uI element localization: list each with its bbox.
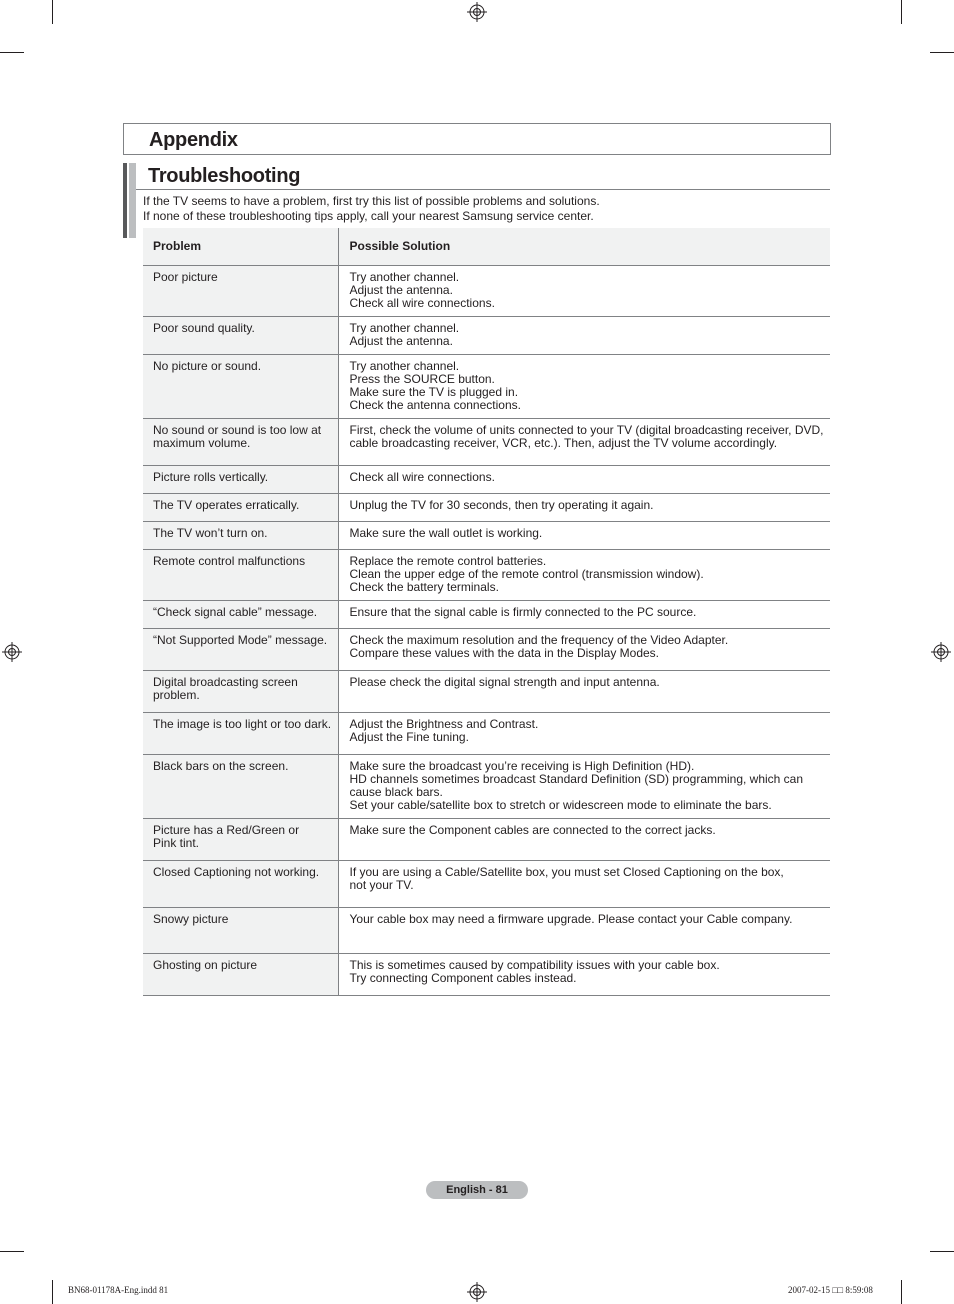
- problem-text: No picture or sound.: [153, 358, 262, 373]
- problem-cell: [143, 712, 338, 754]
- solution-text: Make sure the TV is plugged in.: [349, 384, 519, 399]
- table-row: [143, 907, 830, 953]
- solution-text: Adjust the Brightness and Contrast.: [349, 716, 539, 731]
- crop-mark: [930, 52, 954, 53]
- solution-text: Make sure the Component cables are connected to the correct jacks.: [349, 822, 716, 837]
- problem-cell: [143, 670, 338, 712]
- problem-cell: [143, 600, 338, 628]
- solution-cell: [338, 712, 830, 754]
- problem-text: The image is too light or too dark.: [153, 716, 332, 731]
- table-row: [143, 860, 830, 907]
- crop-mark: [901, 1280, 902, 1304]
- page-title: Troubleshooting: [148, 165, 301, 187]
- table-row: [143, 418, 830, 465]
- troubleshooting-table: [143, 228, 830, 996]
- solution-cell: [338, 628, 830, 670]
- registration-mark-icon: [931, 642, 951, 662]
- solution-cell: [338, 860, 830, 907]
- problem-text: maximum volume.: [153, 435, 251, 450]
- table-row: [143, 953, 830, 995]
- print-slug-date: 2007-02-15 □□ 8:59:08: [788, 1285, 873, 1295]
- problem-text: Pink tint.: [153, 835, 200, 850]
- problem-text: Poor sound quality.: [153, 320, 255, 335]
- solution-text: Check all wire connections.: [349, 295, 495, 310]
- solution-cell: [338, 354, 830, 418]
- problem-cell: [143, 860, 338, 907]
- solution-text: Press the SOURCE button.: [349, 371, 495, 386]
- problem-cell: [143, 754, 338, 818]
- solution-text: cause black bars.: [349, 784, 443, 799]
- table-row: [143, 670, 830, 712]
- problem-cell: [143, 818, 338, 860]
- problem-text: Poor picture: [153, 269, 218, 284]
- solution-text: Set your cable/satellite box to stretch or widescreen mode to eliminate the bars.: [349, 797, 772, 812]
- problem-text: No sound or sound is too low at: [153, 422, 322, 437]
- solution-cell: [338, 493, 830, 521]
- section-title: Appendix: [149, 129, 238, 151]
- solution-cell: [338, 316, 830, 354]
- problem-text: problem.: [153, 687, 200, 702]
- solution-text: Check the maximum resolution and the frequency of the Video Adapter.: [349, 632, 729, 647]
- column-header-solution: Possible Solution: [338, 228, 830, 265]
- solution-text: Check all wire connections.: [349, 469, 495, 484]
- decorative-bar: [129, 163, 136, 238]
- solution-text: Unplug the TV for 30 seconds, then try operating it again.: [349, 497, 654, 512]
- table-header-row: [143, 228, 830, 265]
- problem-cell: [143, 354, 338, 418]
- solution-cell: [338, 418, 830, 465]
- table-row: [143, 265, 830, 316]
- registration-mark-icon: [467, 1282, 487, 1302]
- problem-text: Closed Captioning not working.: [153, 864, 320, 879]
- intro-text: [143, 194, 600, 224]
- problem-text: Black bars on the screen.: [153, 758, 289, 773]
- solution-cell: [338, 465, 830, 493]
- solution-text: HD channels sometimes broadcast Standard Definition (SD) programming, which can: [349, 771, 804, 786]
- crop-mark: [52, 1280, 53, 1304]
- solution-text: This is sometimes caused by compatibility issues with your cable box.: [349, 957, 720, 972]
- problem-cell: [143, 549, 338, 600]
- problem-text: Remote control malfunctions: [153, 553, 306, 568]
- intro-line: If none of these troubleshooting tips apply, call your nearest Samsung service center.: [143, 209, 594, 223]
- table-row: [143, 316, 830, 354]
- problem-text: Picture has a Red/Green or: [153, 822, 300, 837]
- table-row: [143, 465, 830, 493]
- table-row: [143, 712, 830, 754]
- solution-cell: [338, 600, 830, 628]
- problem-cell: [143, 628, 338, 670]
- solution-text: Make sure the broadcast you’re receiving is High Definition (HD).: [349, 758, 695, 773]
- problem-text: Snowy picture: [153, 911, 229, 926]
- intro-line: If the TV seems to have a problem, first try this list of possible problems and solutions.: [143, 194, 600, 208]
- problem-cell: [143, 465, 338, 493]
- table-row: [143, 600, 830, 628]
- problem-cell: [143, 316, 338, 354]
- solution-text: Replace the remote control batteries.: [349, 553, 547, 568]
- table-row: [143, 818, 830, 860]
- table-body: [143, 265, 830, 995]
- solution-cell: [338, 549, 830, 600]
- table-row: [143, 493, 830, 521]
- crop-mark: [0, 1251, 24, 1252]
- problem-text: The TV won’t turn on.: [153, 525, 268, 540]
- solution-cell: [338, 818, 830, 860]
- solution-text: Your cable box may need a firmware upgrade. Please contact your Cable company.: [349, 911, 793, 926]
- solution-text: Try another channel.: [349, 320, 460, 335]
- column-header-problem: Problem: [143, 228, 338, 265]
- solution-text: cable broadcasting receiver, VCR, etc.). Then, adjust the TV volume accordingly.: [349, 435, 778, 450]
- registration-mark-icon: [467, 2, 487, 22]
- solution-cell: [338, 670, 830, 712]
- solution-text: Try another channel.: [349, 269, 460, 284]
- crop-mark: [0, 52, 24, 53]
- table-row: [143, 549, 830, 600]
- solution-text: If you are using a Cable/Satellite box, you must set Closed Captioning on the box,: [349, 864, 784, 879]
- solution-cell: [338, 953, 830, 995]
- crop-mark: [901, 0, 902, 24]
- problem-cell: [143, 418, 338, 465]
- problem-cell: [143, 953, 338, 995]
- solution-cell: [338, 521, 830, 549]
- solution-text: First, check the volume of units connected to your TV (digital broadcasting receiver, DVD,: [349, 422, 824, 437]
- solution-text: Check the battery terminals.: [349, 579, 499, 594]
- crop-mark: [930, 1251, 954, 1252]
- solution-text: Clean the upper edge of the remote control (transmission window).: [349, 566, 704, 581]
- solution-text: Compare these values with the data in the Display Modes.: [349, 645, 659, 660]
- problem-text: Picture rolls vertically.: [153, 469, 269, 484]
- divider: [136, 189, 830, 190]
- solution-text: Try connecting Component cables instead.: [349, 970, 577, 985]
- print-slug-file: BN68-01178A-Eng.indd 81: [68, 1285, 169, 1295]
- table-row: [143, 628, 830, 670]
- problem-text: Ghosting on picture: [153, 957, 258, 972]
- solution-text: Please check the digital signal strength and input antenna.: [349, 674, 660, 689]
- table-row: [143, 754, 830, 818]
- solution-text: Make sure the wall outlet is working.: [349, 525, 543, 540]
- solution-text: not your TV.: [349, 877, 414, 892]
- problem-cell: [143, 907, 338, 953]
- solution-text: Adjust the antenna.: [349, 333, 453, 348]
- problem-cell: [143, 265, 338, 316]
- solution-text: Try another channel.: [349, 358, 460, 373]
- section-header-box: [123, 123, 831, 155]
- problem-text: “Not Supported Mode” message.: [153, 632, 328, 647]
- solution-cell: [338, 265, 830, 316]
- solution-text: Ensure that the signal cable is firmly connected to the PC source.: [349, 604, 697, 619]
- solution-cell: [338, 907, 830, 953]
- problem-cell: [143, 521, 338, 549]
- problem-text: The TV operates erratically.: [153, 497, 300, 512]
- solution-cell: [338, 754, 830, 818]
- problem-text: Digital broadcasting screen: [153, 674, 298, 689]
- registration-mark-icon: [2, 642, 22, 662]
- decorative-bar: [123, 163, 127, 238]
- page-number-badge: English - 81: [426, 1181, 528, 1199]
- solution-text: Check the antenna connections.: [349, 397, 521, 412]
- solution-text: Adjust the antenna.: [349, 282, 453, 297]
- table-row: [143, 354, 830, 418]
- table-row: [143, 521, 830, 549]
- problem-cell: [143, 493, 338, 521]
- crop-mark: [52, 0, 53, 24]
- problem-text: “Check signal cable” message.: [153, 604, 318, 619]
- solution-text: Adjust the Fine tuning.: [349, 729, 469, 744]
